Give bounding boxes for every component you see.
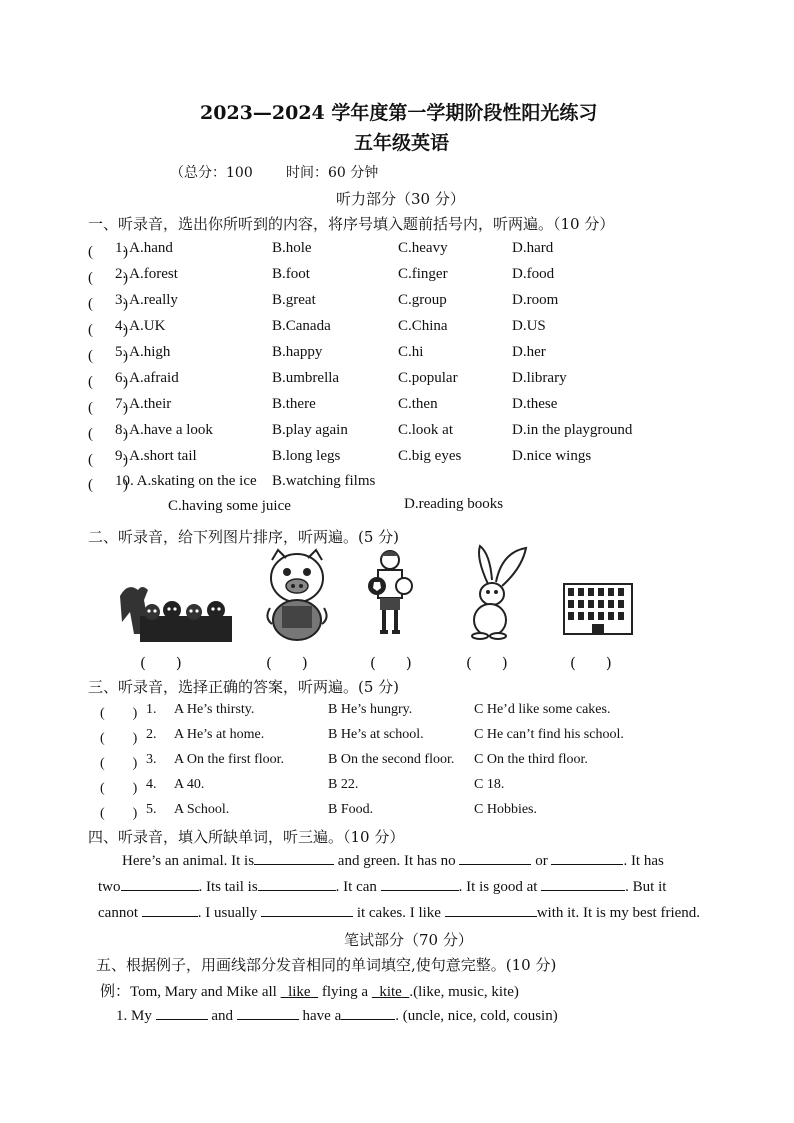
s3-option-n: 2. — [146, 727, 157, 742]
s3-option-b: B Food. — [328, 802, 374, 817]
s1-option-q: 2. A.forest — [115, 266, 178, 282]
s2-answer-paren-5[interactable]: ( ) — [570, 654, 612, 672]
section2-heading: 二、听录音，给下列图片排序，听两遍。(5 分) — [88, 528, 400, 546]
s3-option-b: B He’s at school. — [328, 727, 424, 742]
s5-example-answer-1: like — [288, 984, 311, 1000]
s1-option-c: C.finger — [398, 266, 448, 282]
s1-row10-option-c: C.having some juice — [168, 498, 291, 514]
s1-option-b: B.umbrella — [272, 370, 340, 386]
building-picture-icon — [562, 580, 634, 636]
s3-option-c: C 18. — [474, 777, 505, 792]
blank[interactable] — [551, 850, 623, 865]
s3-option-b: B 22. — [328, 777, 359, 792]
s4-text: it cakes. I like — [356, 905, 441, 921]
section5-heading: 五、根据例子，用画线部分发音相同的单词填空,使句意完整。(10 分) — [96, 956, 557, 974]
blank[interactable] — [237, 1005, 299, 1020]
s3-option-a: A On the first floor. — [174, 752, 285, 767]
s1-option-q: 7. A.their — [115, 396, 172, 412]
page-subtitle: 五年级英语 — [354, 132, 450, 154]
blank[interactable] — [254, 850, 334, 865]
s2-answer-paren-3[interactable]: ( ) — [370, 654, 412, 672]
blank[interactable] — [381, 876, 459, 891]
s1-answer-paren[interactable]: ( ) — [88, 348, 128, 364]
pig-picture-icon — [262, 548, 332, 644]
s3-option-c: C He can’t find his school. — [474, 727, 624, 742]
s5-example — [100, 980, 519, 1001]
s3-answer-paren[interactable]: ( ) — [100, 731, 138, 746]
blank[interactable] — [459, 850, 531, 865]
s1-option-c: C.big eyes — [398, 448, 462, 464]
s1-option-d: D.nice wings — [512, 448, 592, 464]
s1-option-d: D.hard — [512, 240, 554, 256]
blank[interactable] — [156, 1005, 208, 1020]
s1-answer-paren[interactable]: ( ) — [88, 270, 128, 286]
s1-option-q: 10. A.skating on the ice — [115, 473, 257, 489]
s3-option-a: A 40. — [174, 777, 205, 792]
s4-text: and green. It has no — [337, 853, 456, 869]
s4-text: . It is good at — [458, 879, 538, 895]
s1-option-c: C.look at — [398, 422, 453, 438]
s4-line-3 — [98, 902, 700, 922]
s4-text: Here’s an animal. It is — [122, 853, 255, 869]
s5-example-prefix: 例：Tom, Mary and Mike all — [100, 984, 277, 1000]
s4-text: with it. It is my best friend. — [536, 905, 701, 921]
blank[interactable] — [445, 902, 537, 917]
s1-option-c: C.group — [398, 292, 447, 308]
s1-option-c: C.then — [398, 396, 438, 412]
section3-heading: 三、听录音，选择正确的答案，听两遍。(5 分) — [88, 678, 400, 696]
blank[interactable] — [261, 902, 353, 917]
s4-text: . Its tail is — [198, 879, 258, 895]
s4-text: . I usually — [197, 905, 258, 921]
s1-option-d: D.library — [512, 370, 567, 386]
s3-option-a: A School. — [174, 802, 230, 817]
s3-answer-paren[interactable]: ( ) — [100, 756, 138, 771]
s1-answer-paren[interactable]: ( ) — [88, 426, 128, 442]
s4-text: or — [535, 853, 548, 869]
s1-option-q: 5. A.high — [115, 344, 171, 360]
s1-option-b: B.long legs — [272, 448, 341, 464]
s5-q1-and: and — [211, 1008, 234, 1024]
s1-option-c: C.China — [398, 318, 448, 334]
blank[interactable] — [258, 876, 336, 891]
s1-option-q: 3. A.really — [115, 292, 178, 308]
s1-answer-paren[interactable]: ( ) — [88, 400, 128, 416]
total-score: （总分：100 — [170, 165, 253, 181]
s4-text: . It can — [335, 879, 377, 895]
writing-header: 笔试部分（70 分） — [344, 931, 473, 949]
s1-answer-paren[interactable]: ( ) — [88, 322, 128, 338]
s3-option-a: A He’s at home. — [174, 727, 265, 742]
s1-answer-paren[interactable]: ( ) — [88, 452, 128, 468]
s3-option-b: B On the second floor. — [328, 752, 455, 767]
s1-option-b: B.great — [272, 292, 316, 308]
s1-option-b: B.Canada — [272, 318, 331, 334]
s5-question-1 — [116, 1005, 558, 1025]
s1-option-d: D.room — [512, 292, 559, 308]
s1-option-d: D.these — [512, 396, 558, 412]
s3-option-c: C Hobbies. — [474, 802, 537, 817]
blank[interactable] — [341, 1005, 395, 1020]
s4-line-1 — [122, 850, 664, 870]
s1-option-b: B.happy — [272, 344, 323, 360]
s1-option-b: B.hole — [272, 240, 312, 256]
s3-option-c: C He’d like some cakes. — [474, 702, 611, 717]
s1-answer-paren[interactable]: ( ) — [88, 374, 128, 390]
s4-text: . But it — [625, 879, 667, 895]
s1-option-c: C.hi — [398, 344, 424, 360]
s1-answer-paren[interactable]: ( ) — [88, 477, 128, 493]
s4-text: . It has — [623, 853, 664, 869]
s1-option-d: D.her — [512, 344, 546, 360]
rabbit-picture-icon — [458, 544, 538, 640]
s5-example-mid: flying a — [321, 984, 369, 1000]
s1-option-b: B.there — [272, 396, 316, 412]
s2-answer-paren-2[interactable]: ( ) — [266, 654, 308, 672]
s1-answer-paren[interactable]: ( ) — [88, 244, 128, 260]
s2-answer-paren-4[interactable]: ( ) — [466, 654, 508, 672]
s1-row10-option-d: D.reading books — [404, 496, 504, 512]
exam-time: 时间：60 分钟 — [286, 165, 379, 181]
s1-answer-paren[interactable]: ( ) — [88, 296, 128, 312]
s5-example-tail: .(like, music, kite) — [409, 984, 519, 1000]
blank[interactable] — [541, 876, 625, 891]
s5-q1-prefix: 1. My — [116, 1008, 152, 1024]
s1-option-b: B.watching films — [272, 473, 376, 489]
s1-option-c: C.popular — [398, 370, 458, 386]
s1-option-q: 4. A.UK — [115, 318, 166, 334]
section4-heading: 四、听录音，填入所缺单词，听三遍。（10 分） — [88, 828, 405, 846]
s1-option-d: D.US — [512, 318, 546, 334]
s5-q1-tail: . (uncle, nice, cold, cousin) — [395, 1008, 558, 1024]
s3-answer-paren[interactable]: ( ) — [100, 706, 138, 721]
s1-option-c: C.heavy — [398, 240, 448, 256]
s1-option-b: B.foot — [272, 266, 310, 282]
s3-option-n: 1. — [146, 702, 157, 717]
s1-option-b: B.play again — [272, 422, 348, 438]
s1-option-q: 8. A.have a look — [115, 422, 213, 438]
s5-q1-have: have a — [302, 1008, 342, 1024]
s1-option-d: D.food — [512, 266, 555, 282]
s1-option-q: 6. A.afraid — [115, 370, 179, 386]
s4-line-2 — [98, 876, 666, 896]
blank[interactable] — [142, 902, 198, 917]
s3-option-n: 5. — [146, 802, 157, 817]
s1-option-d: D.in the playground — [512, 422, 633, 438]
listening-header: 听力部分（30 分） — [336, 190, 465, 208]
page-title: 2023—2024 学年度第一学期阶段性阳光练习 — [200, 102, 598, 124]
boy-ball-picture-icon — [364, 548, 416, 638]
s4-text: two — [98, 879, 121, 895]
s3-option-n: 4. — [146, 777, 157, 792]
blank[interactable] — [121, 876, 199, 891]
s3-answer-paren[interactable]: ( ) — [100, 781, 138, 796]
bears-picture-icon — [112, 572, 234, 644]
s3-option-b: B He’s hungry. — [328, 702, 413, 717]
s3-answer-paren[interactable]: ( ) — [100, 806, 138, 821]
section1-heading: 一、听录音，选出你所听到的内容，将序号填入题前括号内，听两遍。（10 分） — [88, 215, 615, 233]
s2-answer-paren-1[interactable]: ( ) — [140, 654, 182, 672]
s3-option-c: C On the third floor. — [474, 752, 588, 767]
s1-option-q: 9. A.short tail — [115, 448, 197, 464]
s3-option-n: 3. — [146, 752, 157, 767]
s4-text: cannot — [98, 905, 138, 921]
s1-option-q: 1. A.hand — [115, 240, 173, 256]
s3-option-a: A He’s thirsty. — [174, 702, 255, 717]
s5-example-answer-2: kite — [379, 984, 402, 1000]
